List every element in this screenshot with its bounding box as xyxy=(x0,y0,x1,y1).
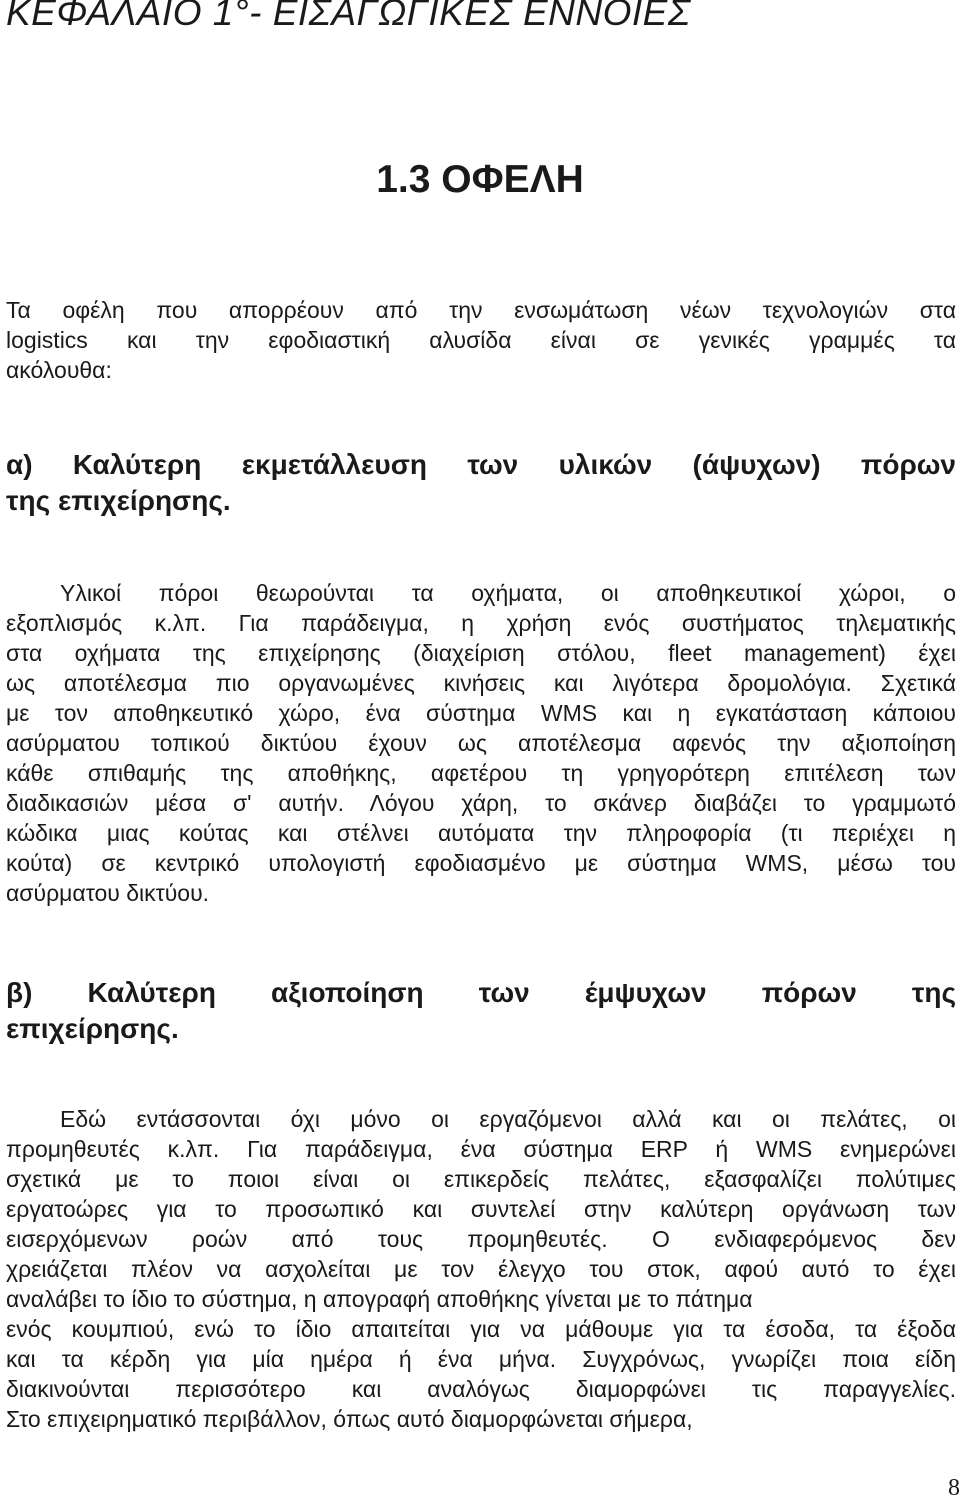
text-line: διακινούνται περισσότερο και αναλόγως διαμορφώνει τις παραγγελίες. xyxy=(6,1376,956,1402)
text-line: Στο επιχειρηματικό περιβάλλον, όπως αυτό διαμορφώνεται σήμερα, xyxy=(6,1406,693,1432)
page-number: 8 xyxy=(948,1475,960,1501)
text-line: ενός κουμπιού, ενώ το ίδιο απαιτείται για να μάθουμε για τα έσοδα, τα έξοδα xyxy=(6,1316,956,1342)
text-line: ασύρματου τοπικού δικτύου έχουν ως αποτέλεσμα αφενός την αξιοποίηση xyxy=(6,730,956,756)
text-line: διαδικασιών μέσα σ' αυτήν. Λόγου χάρη, το σκάνερ διαβάζει το γραμμωτό xyxy=(6,790,956,816)
text-line: αναλάβει το ίδιο το σύστημα, η απογραφή αποθήκης γίνεται με το πάτημα xyxy=(6,1286,753,1312)
heading-line: α) Καλύτερη εκμετάλλευση των υλικών (άψυχων) πόρων xyxy=(6,449,956,480)
text-line: ασύρματου δικτύου. xyxy=(6,880,210,906)
text-line: στα οχήματα της επιχείρησης (διαχείριση στόλου, fleet management) έχει xyxy=(6,640,956,666)
text-line: εξοπλισμός κ.λπ. Για παράδειγμα, η χρήση ενός συστήματος τηλεματικής xyxy=(6,610,956,636)
text-line: ακόλουθα: xyxy=(6,357,112,383)
text-line: σχετικά με το ποιοι είναι οι επικερδείς πελάτες, εξασφαλίζει πολύτιμες xyxy=(6,1166,956,1192)
text-line: ως αποτέλεσμα πιο οργανωμένες κινήσεις και λιγότερα δρομολόγια. Σχετικά xyxy=(6,670,956,696)
text-line: κώδικα μιας κούτας και στέλνει αυτόματα την πληροφορία (τι περιέχει η xyxy=(6,820,956,846)
text-line: χρειάζεται πλέον να ασχολείται με τον έλεγχο του στοκ, αφού αυτό το έχει xyxy=(6,1256,956,1282)
benefit-b-heading xyxy=(6,975,956,1047)
text-line: με τον αποθηκευτικό χώρο, ένα σύστημα WMS και η εγκατάσταση κάποιου xyxy=(6,700,956,726)
heading-line: επιχείρησης. xyxy=(6,1013,179,1044)
benefit-a-heading xyxy=(6,447,956,519)
section-title: 1.3 ΟΦΕΛΗ xyxy=(376,158,584,201)
benefit-b-paragraph xyxy=(6,1104,956,1434)
benefit-a-paragraph xyxy=(6,578,956,908)
text-line: εργατοώρες για το προσωπικό και συντελεί στην καλύτερη οργάνωση των xyxy=(6,1196,956,1222)
text-line: Εδώ εντάσσονται όχι μόνο οι εργαζόμενοι αλλά και οι πελάτες, οι xyxy=(60,1106,956,1132)
text-line: logistics και την εφοδιαστική αλυσίδα είναι σε γενικές γραμμές τα xyxy=(6,327,956,353)
intro-paragraph xyxy=(6,295,956,385)
text-line: εισερχόμενων ροών από τους προμηθευτές. Ο ενδιαφερόμενος δεν xyxy=(6,1226,956,1252)
text-line: κάθε σπιθαμής της αποθήκης, αφετέρου τη γρηγορότερη επιτέλεση των xyxy=(6,760,956,786)
text-line: κούτα) σε κεντρικό υπολογιστή εφοδιασμένο με σύστημα WMS, μέσω του xyxy=(6,850,956,876)
text-line: Τα οφέλη που απορρέουν από την ενσωμάτωση νέων τεχνολογιών στα xyxy=(6,297,956,323)
text-line: Υλικοί πόροι θεωρούνται τα οχήματα, οι αποθηκευτικοί χώροι, ο xyxy=(60,580,956,606)
heading-line: β) Καλύτερη αξιοποίηση των έμψυχων πόρων της xyxy=(6,977,956,1008)
text-line: προμηθευτές κ.λπ. Για παράδειγμα, ένα σύστημα ERP ή WMS ενημερώνει xyxy=(6,1136,956,1162)
text-line: και τα κέρδη για μία ημέρα ή ένα μήνα. Συγχρόνως, γνωρίζει ποια είδη xyxy=(6,1346,956,1372)
heading-line: της επιχείρησης. xyxy=(6,485,231,516)
chapter-header: ΚΕΦΑΛΑΙΟ 1°- ΕΙΣΑΓΩΓΙΚΕΣ ΕΝΝΟΙΕΣ xyxy=(6,0,691,33)
